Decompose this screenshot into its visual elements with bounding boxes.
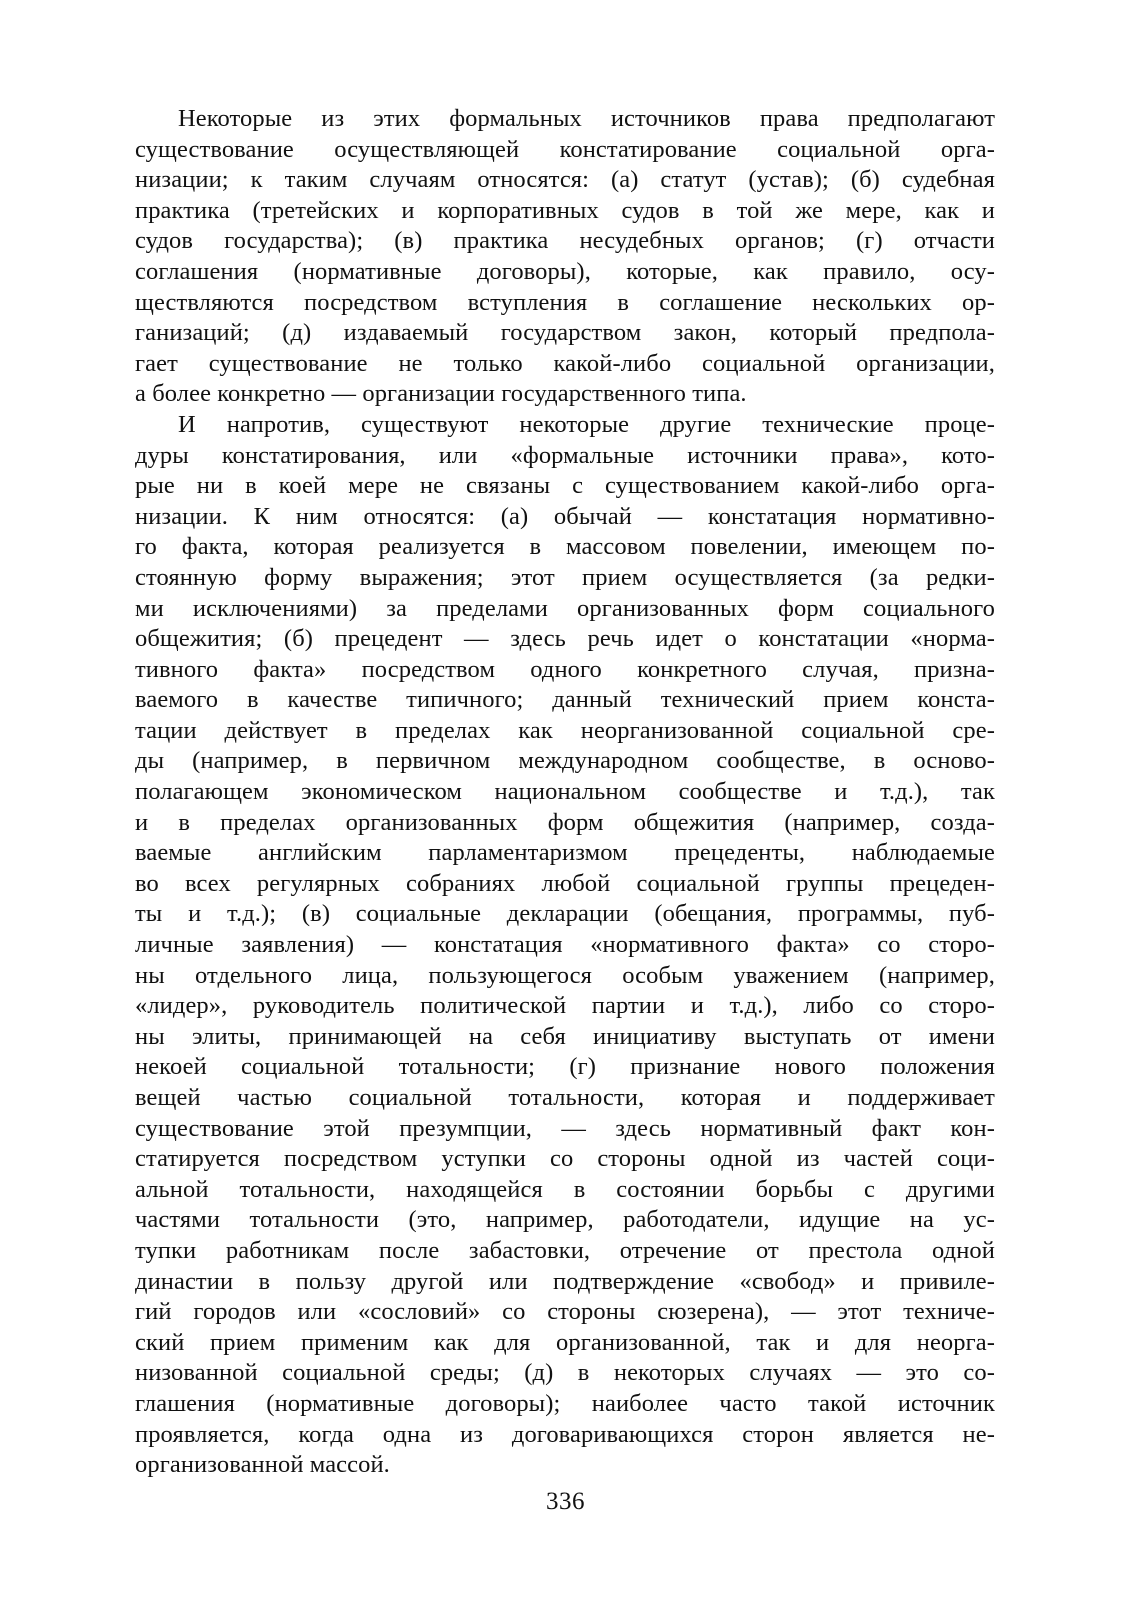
text-line: ский прием применим как для организованной, так и для неорга- — [135, 1328, 995, 1356]
text-line: личные заявления) — констатация «нормативного факта» со сторо- — [135, 931, 995, 959]
text-line: и в пределах организованных форм общежития (например, созда- — [135, 808, 995, 836]
text-line: Некоторые из этих формальных источников права предполагают — [178, 105, 995, 132]
text-line: ваемые английским парламентаризмом прецеденты, наблюдаемые — [135, 839, 995, 867]
text-line: ми исключениями) за пределами организованных форм социального — [135, 594, 995, 622]
text-line: гает существование не только какой-либо социальной организации, — [135, 349, 995, 377]
text-line: «лидер», руководитель политической партии и т.д.), либо со сторо- — [135, 992, 995, 1020]
paragraph-2 — [135, 410, 995, 1481]
text-line: практика (третейских и корпоративных судов в той же мере, как и — [135, 196, 995, 224]
text-line: соглашения (нормативные договоры), которые, как правило, осу- — [135, 257, 995, 285]
text-line: существование осуществляющей констатирование социальной орга- — [135, 135, 995, 163]
text-line: общежития; (б) прецедент — здесь речь идет о констатации «норма- — [135, 625, 995, 653]
text-line: тивного факта» посредством одного конкретного случая, призна- — [135, 655, 995, 683]
text-line: ны отдельного лица, пользующегося особым уважением (например, — [135, 961, 995, 989]
text-line: во всех регулярных собраниях любой социальной группы прецеден- — [135, 869, 995, 897]
text-line: статируется посредством уступки со стороны одной из частей соци- — [135, 1145, 995, 1173]
text-line: ганизаций; (д) издаваемый государством закон, который предпола- — [135, 319, 995, 347]
text-line: низации; к таким случаям относятся: (а) статут (устав); (б) судебная — [135, 166, 995, 194]
text-line: частями тотальности (это, например, работодатели, идущие на ус- — [135, 1206, 995, 1234]
text-line: династии в пользу другой или подтверждение «свобод» и привиле- — [135, 1267, 995, 1295]
text-line: И напротив, существуют некоторые другие технические проце- — [178, 410, 995, 438]
text-line: гий городов или «сословий» со стороны сюзерена), — этот техниче- — [135, 1298, 995, 1326]
text-line: судов государства); (в) практика несудебных органов; (г) отчасти — [135, 227, 995, 255]
text-line: тации действует в пределах как неорганизованной социальной сре- — [135, 716, 995, 744]
text-line: альной тотальности, находящейся в состоянии борьбы с другими — [135, 1175, 995, 1203]
text-line: ны элиты, принимающей на себя инициативу выступать от имени — [135, 1022, 995, 1050]
page-number: 336 — [546, 1488, 585, 1515]
text-line: полагающем экономическом национальном сообществе и т.д.), так — [135, 778, 995, 806]
text-line: ваемого в качестве типичного; данный технический прием конста- — [135, 686, 995, 714]
text-line: ды (например, в первичном международном сообществе, в осново- — [135, 747, 995, 775]
text-line: проявляется, когда одна из договаривающихся сторон является не- — [135, 1420, 995, 1448]
text-line: го факта, которая реализуется в массовом повелении, имеющем по- — [135, 533, 995, 561]
text-line: организованной массой. — [135, 1451, 390, 1479]
text-line: вещей частью социальной тотальности, которая и поддерживает — [135, 1084, 995, 1111]
text-line: низации. К ним относятся: (а) обычай — констатация нормативно- — [135, 502, 995, 530]
text-line: существование этой презумпции, — здесь нормативный факт кон- — [135, 1114, 995, 1142]
text-line: ществляются посредством вступления в соглашение нескольких ор- — [135, 288, 995, 316]
text-line: низованной социальной среды; (д) в некоторых случаях — это со- — [135, 1359, 995, 1387]
text-line: некоей социальной тотальности; (г) признание нового положения — [135, 1053, 995, 1081]
text-line: дуры констатирования, или «формальные источники права», кото- — [135, 441, 995, 469]
text-line: глашения (нормативные договоры); наиболее часто такой источник — [135, 1389, 995, 1417]
text-line: рые ни в коей мере не связаны с существованием какой-либо орга- — [135, 472, 995, 500]
text-line: ты и т.д.); (в) социальные декларации (обещания, программы, пуб- — [135, 900, 995, 928]
body-text — [135, 104, 995, 1504]
text-line: стоянную форму выражения; этот прием осуществляется (за редки- — [135, 563, 995, 591]
text-line: а более конкретно — организации государственного типа. — [135, 380, 747, 408]
text-line: тупки работникам после забастовки, отречение от престола одной — [135, 1236, 995, 1264]
paragraph-1 — [135, 104, 995, 410]
